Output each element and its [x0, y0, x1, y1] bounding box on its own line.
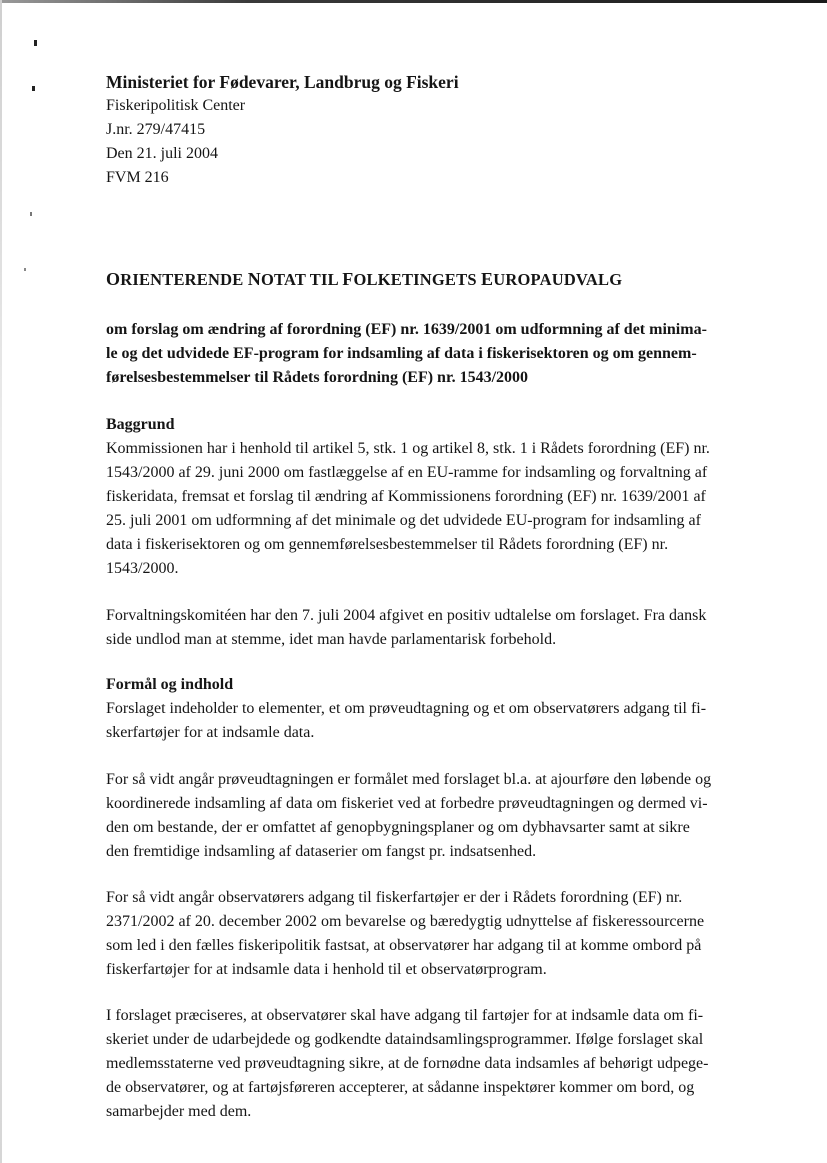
paragraph	[106, 437, 746, 581]
text-line: 1543/2000.	[106, 560, 179, 577]
text-line: Kommissionen har i henhold til artikel 5, stk. 1 og artikel 8, stk. 1 i Rådets forordning (EF) nr.	[106, 440, 710, 457]
title-rest: RIENTERENDE	[120, 270, 244, 289]
text-line: 2371/2002 af 20. december 2002 om bevarelse og bæredygtig udnyttelse af fiskeressourcerne	[106, 913, 705, 930]
scan-left-edge	[0, 0, 2, 1163]
text-line: koordinerede indsamling af data om fiskeriet ved at forbedre prøveudtagningen og dermed vi-	[106, 795, 708, 812]
text-line: samarbejder med dem.	[106, 1103, 252, 1120]
document-date: Den 21. juli 2004	[106, 145, 218, 162]
paragraph	[106, 604, 746, 652]
text-line: Forvaltningskomitéen har den 7. juli 2004 afgivet en positiv udtalelse om forslaget. Fra dansk	[106, 607, 707, 624]
text-line: side undlod man at stemme, idet man havde parlamentarisk forbehold.	[106, 631, 557, 648]
section-formaal	[106, 673, 746, 745]
text-line: 25. juli 2001 om udformning af det minimale og det udvidede EU-program for indsamling af	[106, 512, 701, 529]
paragraph	[106, 768, 746, 864]
text-line: I forslaget præciseres, at observatører skal have adgang til fartøjer for at indsamle data om fi-	[106, 1007, 704, 1024]
section-heading: Formål og indhold	[106, 676, 234, 693]
title-rest: OTAT TIL	[260, 270, 338, 289]
document-title	[106, 269, 622, 290]
subject-line: om forslag om ændring af forordning (EF) nr. 1639/2001 om udformning af det minima-	[106, 321, 707, 338]
text-line: data i fiskerisektoren og om gennemførelsesbestemmelser til Rådets forordning (EF) nr.	[106, 536, 669, 553]
text-line: den om bestande, der er omfattet af genopbygningsplaner og om dybhavsarter samt at sikre	[106, 819, 690, 836]
title-cap: O	[106, 269, 121, 289]
title-rest: OLKETINGETS	[353, 270, 477, 289]
text-line: medlemsstaterne ved prøveudtagning sikre, at de fornødne data indsamles af behørigt udpege-	[106, 1055, 709, 1072]
title-rest: UROPAUDVALG	[493, 270, 623, 289]
ministry-name: Ministeriet for Fødevarer, Landbrug og Fiskeri	[106, 72, 459, 92]
section-baggrund	[106, 413, 746, 581]
section-baggrund-continued	[106, 604, 746, 652]
scan-speck	[30, 212, 32, 216]
subject-line: le og det udvidede EF-program for indsamling af data i fiskerisektoren og om gennem-	[106, 345, 697, 362]
title-cap: E	[481, 269, 494, 289]
scan-speck	[34, 40, 37, 46]
scan-speck	[32, 86, 35, 91]
paragraph-proposal	[106, 1004, 746, 1124]
text-line: den fremtidige indsamling af dataserier om fangst pr. indsatsenhed.	[106, 843, 537, 860]
title-cap: F	[342, 269, 354, 289]
text-line: som led i den fælles fiskeripolitik fastsat, at observatører har adgang til at komme ombord på	[106, 937, 702, 954]
paragraph	[106, 697, 746, 745]
text-line: skeriet under de udarbejdede og godkendte dataindsamlingsprogrammer. Ifølge forslaget skal	[106, 1031, 704, 1048]
journal-number: J.nr. 279/47415	[106, 121, 206, 138]
subject-heading	[106, 318, 746, 390]
paragraph-sampling	[106, 768, 746, 864]
document-reference: FVM 216	[106, 169, 169, 186]
center-name: Fiskeripolitisk Center	[106, 97, 246, 114]
text-line: For så vidt angår observatørers adgang til fiskerfartøjer er der i Rådets forordning (EF) nr.	[106, 889, 683, 906]
text-line: fiskerfartøjer for at indsamle data i henhold til et observatørprogram.	[106, 961, 547, 978]
text-line: de observatører, og at fartøjsføreren accepterer, at sådanne inspektører kommer om bord, og	[106, 1079, 695, 1096]
paragraph	[106, 886, 746, 982]
section-heading: Baggrund	[106, 416, 175, 433]
text-line: For så vidt angår prøveudtagningen er formålet med forslaget bl.a. at ajourføre den løbende og	[106, 771, 712, 788]
text-line: skerfartøjer for at indsamle data.	[106, 724, 315, 741]
document-header	[106, 70, 459, 190]
text-line: 1543/2000 af 29. juni 2000 om fastlæggelse af en EU-ramme for indsamling og forvaltning af	[106, 464, 708, 481]
scan-speck	[24, 268, 26, 271]
title-cap: N	[247, 269, 261, 289]
scan-top-edge	[0, 0, 827, 3]
text-line: fiskeridata, fremsat et forslag til ændring af Kommissionens forordning (EF) nr. 1639/2001 af	[106, 488, 706, 505]
text-line: Forslaget indeholder to elementer, et om prøveudtagning og et om observatørers adgang til fi-	[106, 700, 707, 717]
paragraph	[106, 1004, 746, 1124]
paragraph-observers	[106, 886, 746, 982]
subject-line: førelsesbestemmelser til Rådets forordning (EF) nr. 1543/2000	[106, 369, 529, 386]
